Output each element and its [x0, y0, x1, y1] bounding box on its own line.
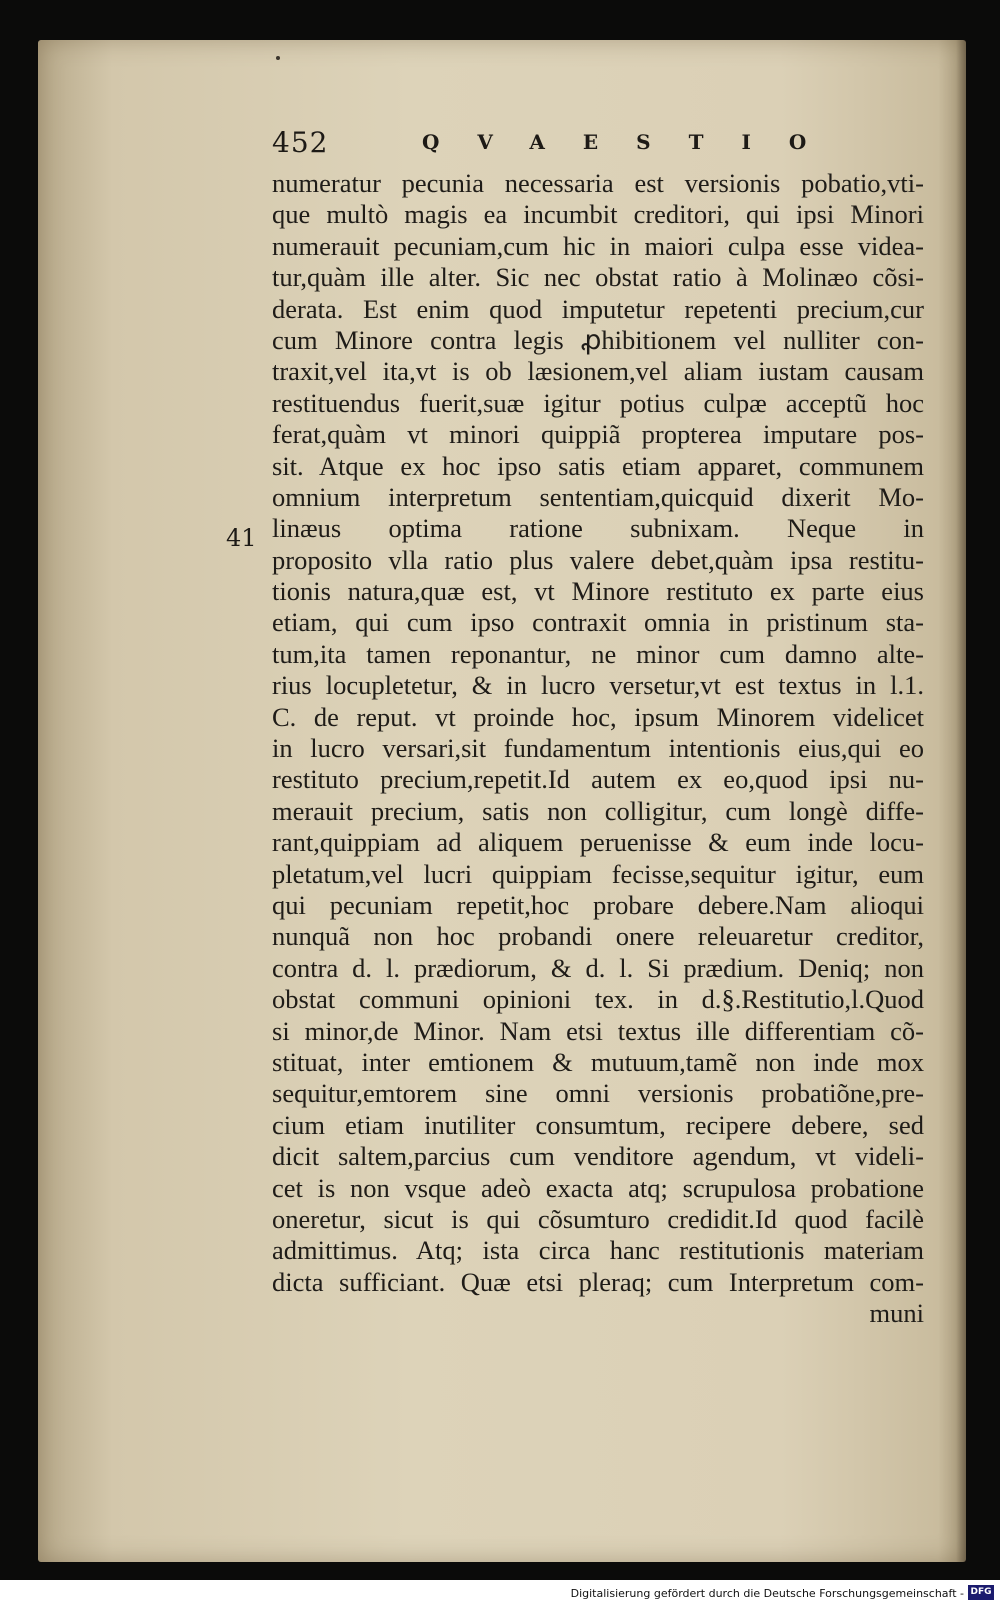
text-line: si minor,de Minor. Nam etsi textus ille differentiam cõ- — [272, 1015, 924, 1046]
digitization-footer — [0, 1580, 1000, 1607]
text-line: ferat,quàm vt minori quippiã propterea imputare pos- — [272, 419, 924, 450]
text-line: contra d. l. prædiorum, & d. l. Si prædium. Deniq; non — [272, 952, 924, 983]
text-line: dicit saltem,parcius cum venditore agendum, vt videli- — [272, 1141, 924, 1172]
text-line: linæus optima ratione subnixam. Neque in — [272, 513, 924, 544]
text-line: oneretur, sicut is qui cõsumturo credidit.Id quod facilè — [272, 1203, 924, 1234]
margin-section-number: 41 — [226, 524, 257, 552]
page-edge-shadow — [956, 40, 966, 1562]
text-line: admittimus. Atq; ista circa hanc restitutionis materiam — [272, 1235, 924, 1266]
dfg-logo: DFG — [968, 1585, 994, 1600]
body-text — [272, 168, 924, 1329]
ink-speck — [276, 56, 280, 60]
text-line: cium etiam inutiliter consumtum, recipere debere, sed — [272, 1109, 924, 1140]
text-line: traxit,vel ita,vt is ob læsionem,vel aliam iustam causam — [272, 356, 924, 387]
text-line: stituat, inter emtionem & mutuum,tamẽ non inde mox — [272, 1046, 924, 1077]
footer-credit: Digitalisierung gefördert durch die Deutsche Forschungsgemeinschaft - — [570, 1587, 964, 1600]
text-line: derata. Est enim quod imputetur repetenti precium,cur — [272, 293, 924, 324]
running-head — [272, 126, 845, 162]
text-line: etiam, qui cum ipso contraxit omnia in pristinum sta- — [272, 607, 924, 638]
text-line: que multò magis ea incumbit creditori, qui ipsi Minori — [272, 199, 924, 230]
text-line: obstat communi opinioni tex. in d.§.Restitutio,l.Quod — [272, 984, 924, 1015]
text-line: sit. Atque ex hoc ipso satis etiam apparet, communem — [272, 450, 924, 481]
text-line: rius locupletetur, & in lucro versetur,vt est textus in l.1. — [272, 670, 924, 701]
text-line: muni — [869, 1298, 924, 1329]
text-line: nunquã non hoc probandi onere releuaretur creditor, — [272, 921, 924, 952]
text-line: in lucro versari,sit fundamentum intentionis eius,qui eo — [272, 733, 924, 764]
text-line: merauit precium, satis non colligitur, cum longè diffe- — [272, 795, 924, 826]
running-head-title: QVAESTIO — [422, 130, 845, 154]
text-line: C. de reput. vt proinde hoc, ipsum Minorem videlicet — [272, 701, 924, 732]
text-line: omnium interpretum sententiam,quicquid dixerit Mo- — [272, 481, 924, 512]
text-line: numeratur pecunia necessaria est versionis pobatio,vti- — [272, 168, 924, 198]
text-line: dicta sufficiant. Quæ etsi pleraq; cum Interpretum com- — [272, 1266, 924, 1297]
text-line: restituendus fuerit,suæ igitur potius culpæ acceptũ hoc — [272, 387, 924, 418]
text-line: tur,quàm ille alter. Sic nec obstat ratio à Molinæo cõsi- — [272, 262, 924, 293]
text-line: restituto precium,repetit.Id autem ex eo,quod ipsi nu- — [272, 764, 924, 795]
text-line: tum,ita tamen reponantur, ne minor cum damno alte- — [272, 638, 924, 669]
text-line: rant,quippiam ad aliquem peruenisse & eum inde locu- — [272, 827, 924, 858]
text-line: numerauit pecuniam,cum hic in maiori culpa esse videa- — [272, 230, 924, 261]
text-line: sequitur,emtorem sine omni versionis probatiõne,pre- — [272, 1078, 924, 1109]
text-line: qui pecuniam repetit,hoc probare debere.Nam alioqui — [272, 889, 924, 920]
text-line: proposito vlla ratio plus valere debet,quàm ipsa restitu- — [272, 544, 924, 575]
text-line: pletatum,vel lucri quippiam fecisse,sequitur igitur, eum — [272, 858, 924, 889]
text-line: tionis natura,quæ est, vt Minore restituto ex parte eius — [272, 576, 924, 607]
page-number: 452 — [272, 126, 329, 159]
text-line: cet is non vsque adeò exacta atq; scrupulosa probatione — [272, 1172, 924, 1203]
text-line: cum Minore contra legis ꝓhibitionem vel nulliter con- — [272, 324, 924, 355]
